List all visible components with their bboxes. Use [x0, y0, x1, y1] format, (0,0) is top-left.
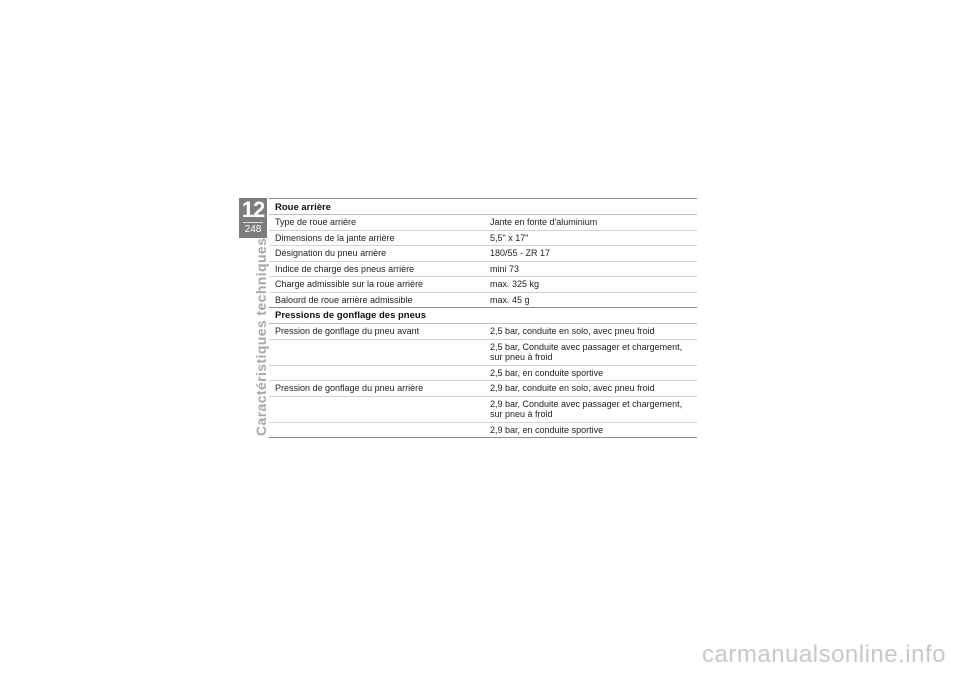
table-row: [269, 277, 697, 293]
table-row: [269, 324, 697, 340]
spec-table: [269, 198, 697, 438]
chapter-tab: [239, 198, 267, 238]
row-label: Pression de gonflage du pneu arrière: [275, 383, 424, 393]
row-value: 2,9 bar, en conduite sportive: [490, 424, 604, 435]
row-value: 5,5" x 17": [490, 232, 529, 243]
table-row: [269, 423, 697, 439]
row-value: 2,5 bar, conduite en solo, avec pneu froid: [490, 326, 655, 336]
row-label: Type de roue arrière: [275, 217, 357, 227]
table-row: [269, 231, 697, 247]
row-value: Jante en fonte d'aluminium: [490, 217, 598, 227]
row-label: [269, 366, 488, 381]
row-label: Indice de charge des pneus arrière: [275, 263, 415, 274]
row-value: 2,5 bar, en conduite sportive: [490, 367, 604, 378]
row-label: [269, 397, 488, 422]
page-number: 248: [244, 224, 262, 235]
row-value: mini 73: [490, 263, 520, 274]
table-row: [269, 397, 697, 423]
row-value: 180/55 - ZR 17: [490, 248, 551, 258]
watermark-text: carmanualsonline.info: [702, 641, 946, 668]
table-row: [269, 262, 697, 278]
row-label: Charge admissible sur la roue arrière: [275, 279, 424, 289]
table-row: [269, 366, 697, 382]
row-label: [269, 340, 488, 365]
row-label: Balourd de roue arrière admissible: [275, 294, 413, 305]
row-value: max. 325 kg: [490, 279, 540, 289]
table-row: [269, 215, 697, 231]
row-label: Désignation du pneu arrière: [275, 248, 387, 258]
row-value: 2,9 bar, conduite en solo, avec pneu froid: [490, 383, 655, 393]
row-value: 2,9 bar, Conduite avec passager et chargement, sur pneu à froid: [490, 398, 683, 419]
table-row: [269, 381, 697, 397]
side-chapter-title: Caractéristiques techniques: [253, 237, 269, 436]
table-row: [269, 246, 697, 262]
row-label: Dimensions de la jante arrière: [275, 232, 395, 243]
table-row: [269, 340, 697, 366]
row-label: [269, 423, 488, 438]
section-heading-tire-pressures: Pressions de gonflage des pneus: [269, 307, 697, 324]
row-value: max. 45 g: [490, 294, 530, 305]
table-row: [269, 293, 697, 309]
section-heading-rear-wheel: Roue arrière: [269, 199, 697, 215]
row-value: 2,5 bar, Conduite avec passager et chargement, sur pneu à froid: [490, 341, 683, 362]
chapter-number: 12: [241, 197, 265, 222]
row-label: Pression de gonflage du pneu avant: [275, 326, 420, 336]
